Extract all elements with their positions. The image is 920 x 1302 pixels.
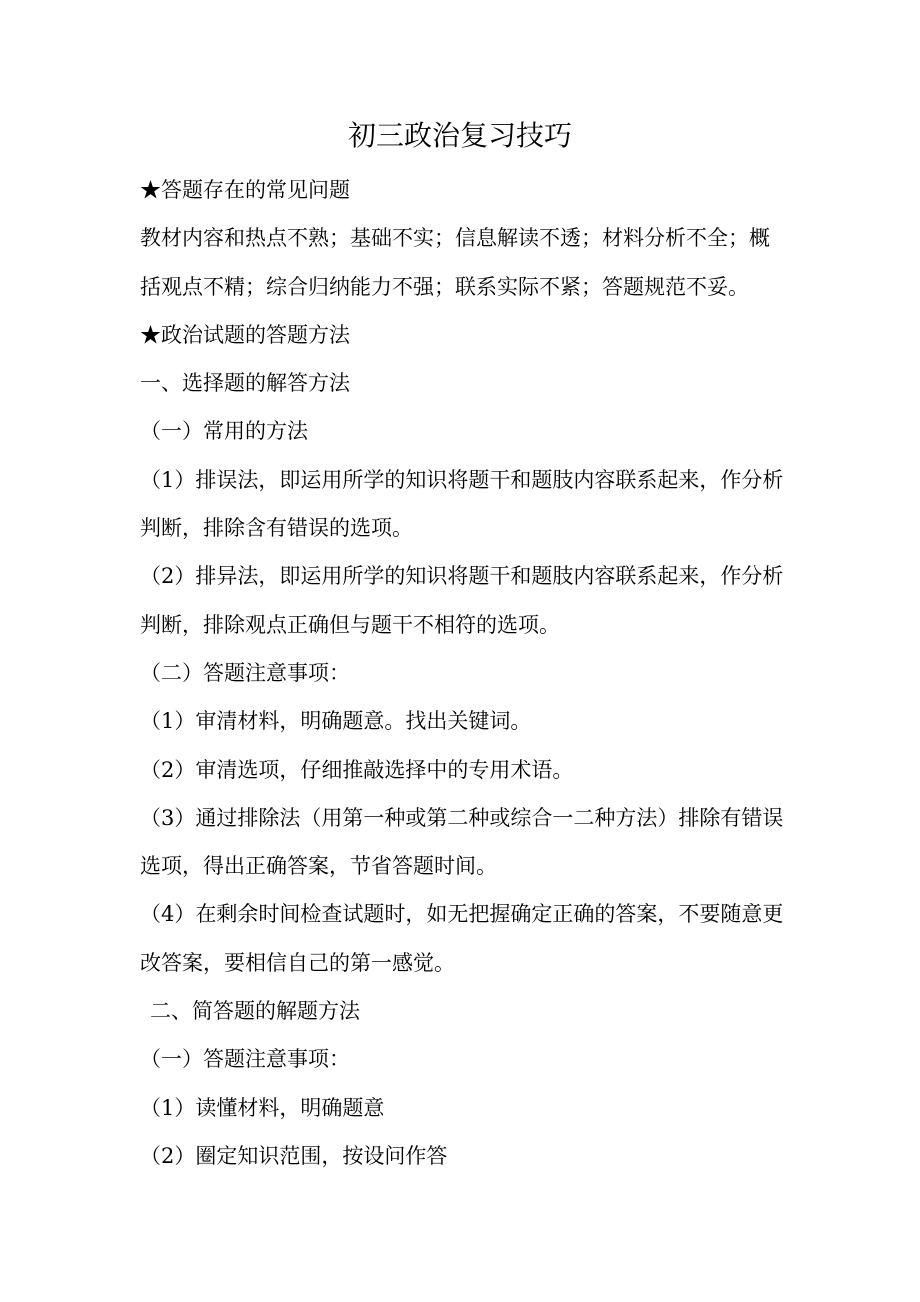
- section-heading-methods: ★政治试题的答题方法: [140, 322, 350, 347]
- subheading-notes: （二）答题注意事项：: [140, 660, 350, 685]
- section-heading-problems: ★答题存在的常见问题: [140, 178, 350, 202]
- heading-short-answer: 二、简答题的解题方法: [150, 999, 360, 1024]
- list-item-note-4: （4）在剩余时间检查试题时，如无把握确定正确的答案，不要随意更改答案，要相信自己的第一感觉。: [140, 902, 784, 975]
- document-title: 初三政治复习技巧: [347, 119, 572, 152]
- document-body: [140, 166, 785, 1180]
- list-item-short-1: （1）读懂材料，明确题意: [140, 1095, 385, 1120]
- subheading-common-methods: （一）常用的方法: [140, 419, 308, 444]
- subheading-short-answer-notes: （一）答题注意事项：: [140, 1047, 350, 1072]
- list-item-note-3: （3）通过排除法（用第一种或第二种或综合一二种方法）排除有错误选项，得出正确答案，节省答题时间。: [140, 805, 784, 879]
- heading-choice-questions: 一、选择题的解答方法: [140, 371, 350, 396]
- list-item-elimination-different: （2）排异法，即运用所学的知识将题干和题肢内容联系起来，作分析判断，排除观点正确但与题干不相符的选项。: [140, 564, 784, 637]
- list-item-short-2: （2）圈定知识范围，按设问作答: [140, 1143, 448, 1168]
- list-item-note-2: （2）审清选项，仔细推敲选择中的专用术语。: [140, 757, 574, 782]
- list-item-note-1: （1）审清材料，明确题意。找出关键词。: [140, 709, 532, 734]
- paragraph-problems: 教材内容和热点不熟；基础不实；信息解读不透；材料分析不全；概括观点不精；综合归纳能力不强；联系实际不紧；答题规范不妥。: [140, 226, 770, 299]
- list-item-elimination-error: （1）排误法，即运用所学的知识将题干和题肢内容联系起来，作分析判断，排除含有错误的选项。: [140, 467, 784, 541]
